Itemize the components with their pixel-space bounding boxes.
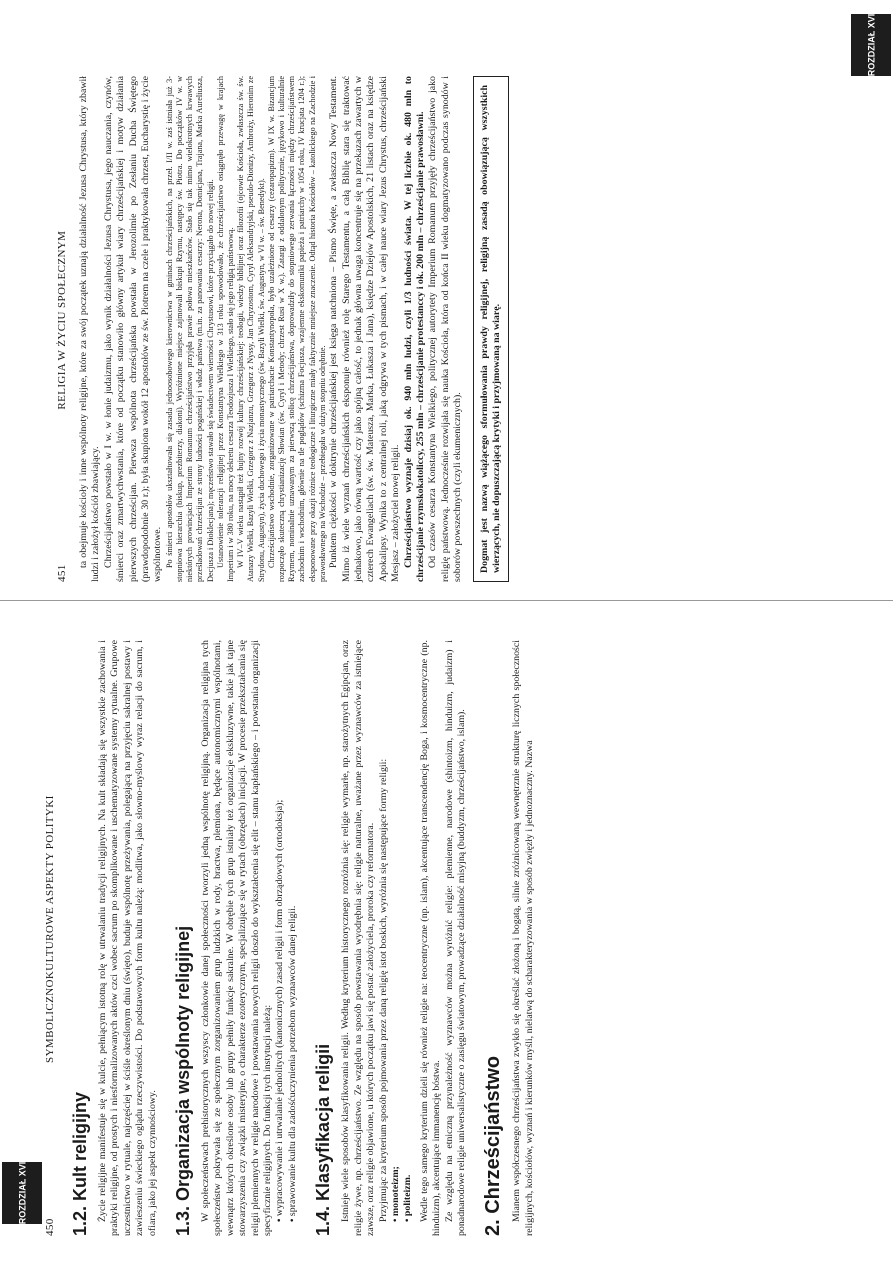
- paragraph: ta obejmuje kościoły i inne wspólnoty religijne, które za swój początek uznają działalność Jezusa Chrystusa, który zbawił ludzi i założył kościół zbawiający.: [78, 76, 102, 582]
- page-divider: [0, 600, 893, 601]
- section-heading: 1.2. Kult religijny: [70, 1091, 90, 1236]
- section-heading: 1.4. Klasyfikacja religii: [313, 1043, 334, 1236]
- paragraph: W społeczeństwach prehistorycznych wszyscy członkowie danej społeczności tworzyli jedną wspólnotę religijną. Organizacja religijna tych społeczeństw pokrywała się ze społecznym zorganizowaniem grup ludzkich w rody, bractwa, plemiona, będące autonomicznymi wspólnotami, wewnątrz których określone osoby lub grupy pełniły funkcje sakralne. W obrębie tych grup istniały też organizacje ekskluzywne, takie jak tajne stowarzyszenia czy związki misteryjne, o charakterze ezoterycznym, specjalizujące się w rytach (obrzędach) inicjacji. W procesie przekształcania się religii plemiennych w religie narodowe i powstawania nowych religii doszło do wykształcenia się elit – stanu kapłańskiego – i powstania organizacji specyficznie religijnych. Do funkcji tych instytucji należą:: [200, 640, 274, 1236]
- paragraph: Po śmierci apostołów ukształtowała się zasada jednoosobowego kierownictwa w gminach chrześcijańskich, na przeł. I/II w. zaś istniała już 3-stopniowa hierarchia (biskup, prezbiterzy, diakoni). Wyróżnione miejsce zajmowali biskupi Rzymu, następcy św. Piotra. Do początków IV w. w niektórych prowincjach Imperium Romanum chrześcijaństwo przyjęła prawie połowa mieszkańców. Stało się tak mimo wielokrotnych krwawych prześladowań chrześcijan ze strony ludności pogańskiej i władz państwa (m.in. za panowania cesarzy: Nerona, Domicjana, Trajana, Marka Aureliusza, Decjusza i Dioklecjana); męczeństwo stawało się świadectwem wierności Chrystusowi, które przyciągało do nowej religii.: [164, 76, 215, 582]
- page-450: [40, 628, 840, 1248]
- paragraph: Mianem współczesnego chrześcijaństwa zwykło się określać złożoną i bogatą, silnie zróżnicowaną wewnętrznie strukturę licznych społeczności religijnych, kościołów, wyznań i kierunków myśli, nielatwą do scharakteryzowania w sposób zwięzły i jednoznaczny. Nazwa: [511, 640, 535, 1236]
- function-list: [274, 640, 299, 1222]
- list-item: • monoteizm;: [390, 640, 402, 1222]
- chapter-heading: 2. Chrześcijaństwo: [482, 1055, 505, 1236]
- running-title-450: SYMBOLICZNOKULTUROWE ASPEKTY POLITYKI: [44, 795, 56, 1063]
- dogma-definition-box: Dogmat jest nazwą wiążącego sformułowania prawdy religijnej, religijną zasadą obowiązującą wszystkich wierzących, nie dopuszczającą krytyki i przyjmowaną na wiarę.: [473, 76, 510, 582]
- running-header-451: [56, 76, 68, 582]
- paragraph: Ustanowienie tolerancji religijnej przez Konstantyna Wielkiego w 313 roku spowodowało, że chrześcijaństwo osiągnęło przewagę w krajach Imperium i w 380 roku, na mocy dekretu cesarza Teodozjusza I Wielkiego, stało się jego religią państwową.: [215, 76, 236, 582]
- page-number-450: 450: [44, 1218, 56, 1236]
- running-header-450: [44, 640, 56, 1236]
- page-451: [52, 64, 842, 594]
- running-title-451: RELIGIA W ŻYCIU SPOŁECZNYM: [56, 230, 68, 410]
- paragraph: Życie religijne manifestuje się w kulcie, pełniącym istotną rolę w utrwalaniu tradycji religijnych. Na kult składają się wszystkie zachowania i praktyki religijne, od prostych i niesformalizowanych aktów czci wobec sacrum po skomplikowane i uschematyzowane systemy rytualne. Grupowe uczestnictwo w rytuale, najczęściej w ściśle określonym dniu (święto), buduje wspólnotę przeżywania, polegającą na przyjęciu sakralnej postawy i zawieszeniu świeckiego oglądu rzeczywistości. Do podstawowych form kultu należą: modlitwa, jako słowno-myślowy wyraz relacji do sacrum, i ofiara, jako jej aspekt czynnościowy.: [97, 640, 158, 1236]
- list-item: • politeizm.: [402, 640, 414, 1222]
- paragraph: Chrześcijaństwo powstało w I w. w łonie judaizmu, jako wynik działalności Jezusa Chrystusa, jego nauczania, czynów, śmierci oraz zmartwychwstania, które od początku stanowiło główny artykuł wiary chrześcijańskiej i motyw działania pierwszych chrześcijan. Pierwsza wspólnota chrześcijańska powstała w Jerozolimie po Zesłaniu Ducha Świętego (prawdopodobnie 30 r.); była skupiona wokół 12 apostołów ze św. Piotrem na czele i praktykowała chrzest, Eucharystię i życie wspólnotowe.: [102, 76, 164, 582]
- paragraph: Ze względu na etniczną przynależność wyznawców można wyróżnić religie: plemienne, narodowe (shintoizm, hinduizm, judaizm) i ponadnarodowe religie uniwersalistyczne o zasięgu światowym, prowadzące działalność misyjną (buddyzm, chrześcijaństwo, islam).: [443, 640, 467, 1236]
- chapter-badge-451: ROZDZIAŁ XVI: [851, 14, 891, 76]
- section-heading: 1.3. Organizacja wspólnoty religijnej: [173, 925, 194, 1236]
- page-number-451: 451: [56, 564, 68, 582]
- religion-forms-list: [390, 640, 415, 1222]
- paragraph: Wedle tego samego kryterium dzieli się również religie na: teocentryczne (np. islam), akcentujące transcendencję Boga, i kosmocentryczne (np. hinduizm), akcentujące immanencję bóstwa.: [418, 640, 443, 1236]
- paragraph: Chrześcijaństwo wschodnie, zorganizowane w patriarchacie Konstantynopola, było uzależnione od cesarzy (cezaropapizm). W IX w. Bizancjum rozpoczęło skuteczną chrystianizację Słowian (św. Cyryl i Metody; chrzest Rusi w X w.). Zatargi z oddalonym politycznie, językowo i kulturalnie Rzymem, nominalnie uznawanym za pierwszą stolicę chrześcijaństwa, doprowadziły do stopniowego zerwania łączności między chrześcijaństwem zachodnim i wschodnim, głównie na tle poglądów (schizma Focjusza, wzajemne ekskomuniki papieża i patriarchy w 1054 roku, IV krucjata 1204 r.); eksponowane przy okazji różnice teologiczne i liturgiczne miały faktycznie mniejsze znaczenie. Odtąd historia Kościołów – katolickiego na Zachodzie i prawosławnego na Wschodzie – przebiegała w dużym stopniu odrębnie.: [266, 76, 327, 582]
- list-item: • wypracowywanie i utrwalanie jednolitych (kanonicznych) zasad religii i form obrządowych (ortodoksja);: [274, 640, 286, 1222]
- paragraph: Punktem ciężkości w doktrynie chrześcijańskiej jest księga natchniona – Pismo Święte, a zwłaszcza Nowy Testament. Mimo iż wiele wyznań chrześcijańskich eksponuje również rolę Starego Testamentu, a całą Biblię stara się traktować jednakowo, jako równą wartość czy jako spójną całość, to jednak główna uwaga koncentruje się na przekazach zawartych w czterech Ewangeliach (św. św. Mateusza, Marka, Łukasza i Jana), księdze Dziejów Apostolskich, 21 listach oraz na księdze Apokalipsy. Wynika to z centralnej roli, jaką odgrywa w tych pismach, i w całej nauce wiary Jezus Chrystus, chrześcijański Mesjasz – założyciel nowej religii.: [328, 76, 402, 582]
- list-item: • sprawowanie kultu dla zadośćuczynienia potrzebom wyznawców danej religii.: [287, 640, 299, 1222]
- paragraph: Istnieje wiele sposobów klasyfikowania religii. Według kryterium historycznego rozróżnia się: religie wymarłe, np. starożytnych Egipcjan, oraz religie żywe, np. chrześcijaństwo. Ze względu na sposób powstawania wyodrębnia się: religie naturalne, uważane przez wyznawców za istniejące zawsze, oraz religie objawione, u których początku jawi się postać założyciela, proroka czy reformatora.: [340, 640, 377, 1236]
- chapter-badge-450: ROZDZIAŁ XVI: [2, 1162, 42, 1224]
- paragraph: Od czasów cesarza Konstantyna Wielkiego, politycznej autorytety Imperium Romanum przyjęły chrześcijaństwo jako religię państwową. Jednocześnie rozwijała się nauka Kościoła, która od końca II wieku dogmatyzowano podczas synodów i soborów powszechnych (czyli ekumenicznych).: [427, 76, 464, 582]
- paragraph: Chrześcijaństwo wyznaje dzisiaj ok. 940 mln ludzi, czyli 1/3 ludności świata. W tej liczbie ok. 480 mln to chrześcijanie rzymskokatoliccy, 255 mln – chrześcijanie protestanccy i ok. 200 mln – chrześcijanie prawosławni.: [402, 76, 426, 582]
- paragraph: Przyjmując za kryterium sposób pojmowania przez daną religię istot boskich, wyróżnia się następujące formy religii:: [377, 758, 389, 1222]
- paragraph: W IV–V wieku nastąpił też bujny rozwój kultury chrześcijańskiej: teologii, wiedzy biblijnej oraz filozofii (ojcowie Kościoła, zwłaszcza św. św. Atanazy Wielki, Bazyli Wielki, Grzegorz z Nazjanzu, Grzegorz z Nyssy, Jan Chryzostom, Cyryl Aleksandryjski, pseudo-Dionizy, Ambroży, Hieronim ze Strydonu, Augustyn), życia duchowego i życia monastycznego (św. Bazyli Wielki, św. Augustyn, w VI w. – św. Benedykt).: [236, 76, 266, 582]
